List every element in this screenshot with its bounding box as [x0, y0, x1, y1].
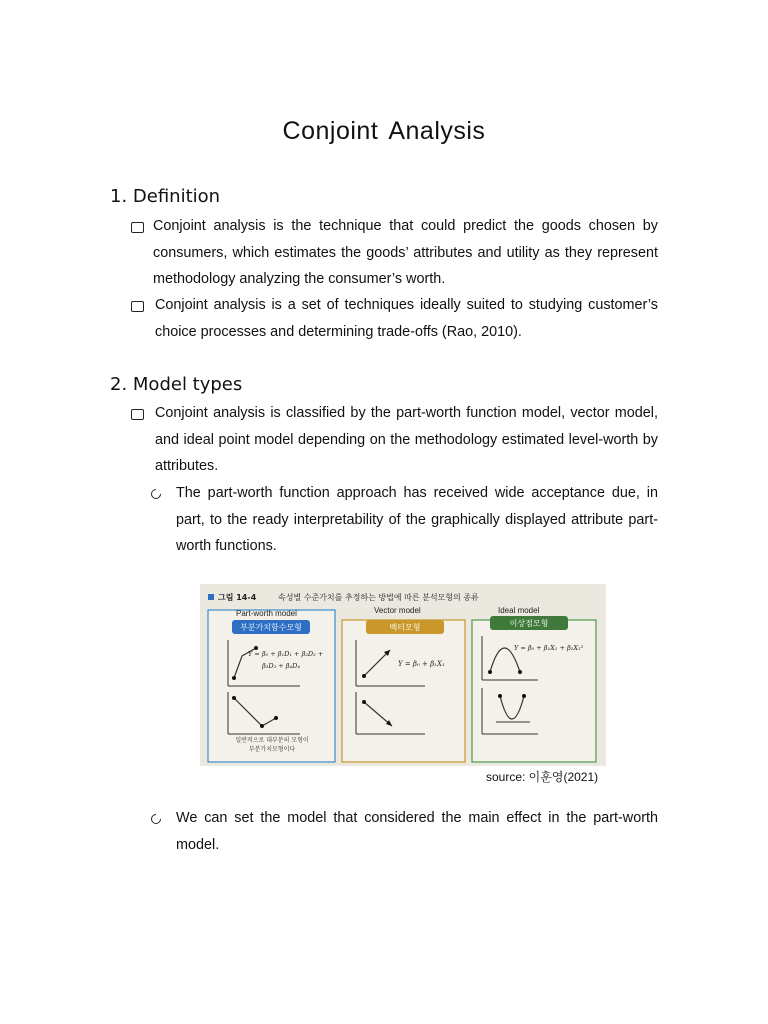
svg-text:Y = β₀ + β₁X₁: Y = β₀ + β₁X₁ [398, 660, 445, 668]
figure-label-marker [208, 594, 214, 600]
figure-source: source: 이훈영(2021) [486, 770, 599, 784]
vector-panel [342, 620, 465, 762]
panel-title-ko: 이상점모형 [509, 619, 549, 628]
ideal-panel [472, 620, 596, 762]
circle-bullet-icon [149, 812, 163, 826]
model-types-paragraph: Conjoint analysis is classified by the part-worth function model, vector model, and ideal point model depending on the methodology estimated level-worth by attributes. [155, 405, 658, 474]
square-bullet-icon [131, 222, 144, 233]
figure-label: 그림 14-4 [218, 593, 257, 602]
svg-text:β₃D₃ + β₄D₄: β₃D₃ + β₄D₄ [262, 662, 300, 670]
section-heading-model-types: 2. Model types [110, 374, 243, 395]
svg-text:Y = β₀ + β₁X₁ + β₂X₁²: Y = β₀ + β₁X₁ + β₂X₁² [514, 644, 584, 652]
panel-title-en: Part-worth model [236, 609, 297, 618]
square-bullet-icon [131, 301, 144, 312]
panel-title-ko: 벡터모형 [389, 623, 421, 632]
section-heading-definition: 1. Definition [110, 186, 221, 207]
document-title: Conjoint Analysis [282, 117, 486, 145]
figure-caption: 속성별 수준가치를 추정하는 방법에 따른 분석모형의 종류 [278, 593, 479, 602]
panel-title-en: Vector model [374, 606, 421, 615]
panel-title-ko: 부분가치함수모형 [240, 623, 302, 632]
panel-title-en: Ideal model [498, 606, 540, 615]
svg-text:Y = β₀ + β₁D₁ + β₂D₂ +: Y = β₀ + β₁D₁ + β₂D₂ + [248, 650, 324, 658]
part-worth-paragraph: The part-worth function approach has received wide acceptance due, in part, to the ready interpretability of the graphically displayed attribute part-worth functions. [176, 485, 658, 554]
definition-paragraph-2: Conjoint analysis is a set of techniques ideally suited to studying customer’s choice processes and determining trade-offs (Rao, 2010). [155, 297, 658, 340]
model-types-figure [200, 584, 606, 766]
svg-text:일반적으로 대부분의 모형이: 일반적으로 대부분의 모형이 [235, 737, 309, 744]
main-effect-paragraph: We can set the model that considered the main effect in the part-worth model. [176, 810, 658, 853]
circle-bullet-icon [149, 487, 163, 501]
definition-paragraph-1: Conjoint analysis is the technique that could predict the goods chosen by consumers, which estimates the goods’ attributes and utility as they represent methodology analyzing the consumer’s worth. [153, 218, 658, 287]
square-bullet-icon [131, 409, 144, 420]
svg-text:부분가치모형이다: 부분가치모형이다 [248, 746, 296, 753]
